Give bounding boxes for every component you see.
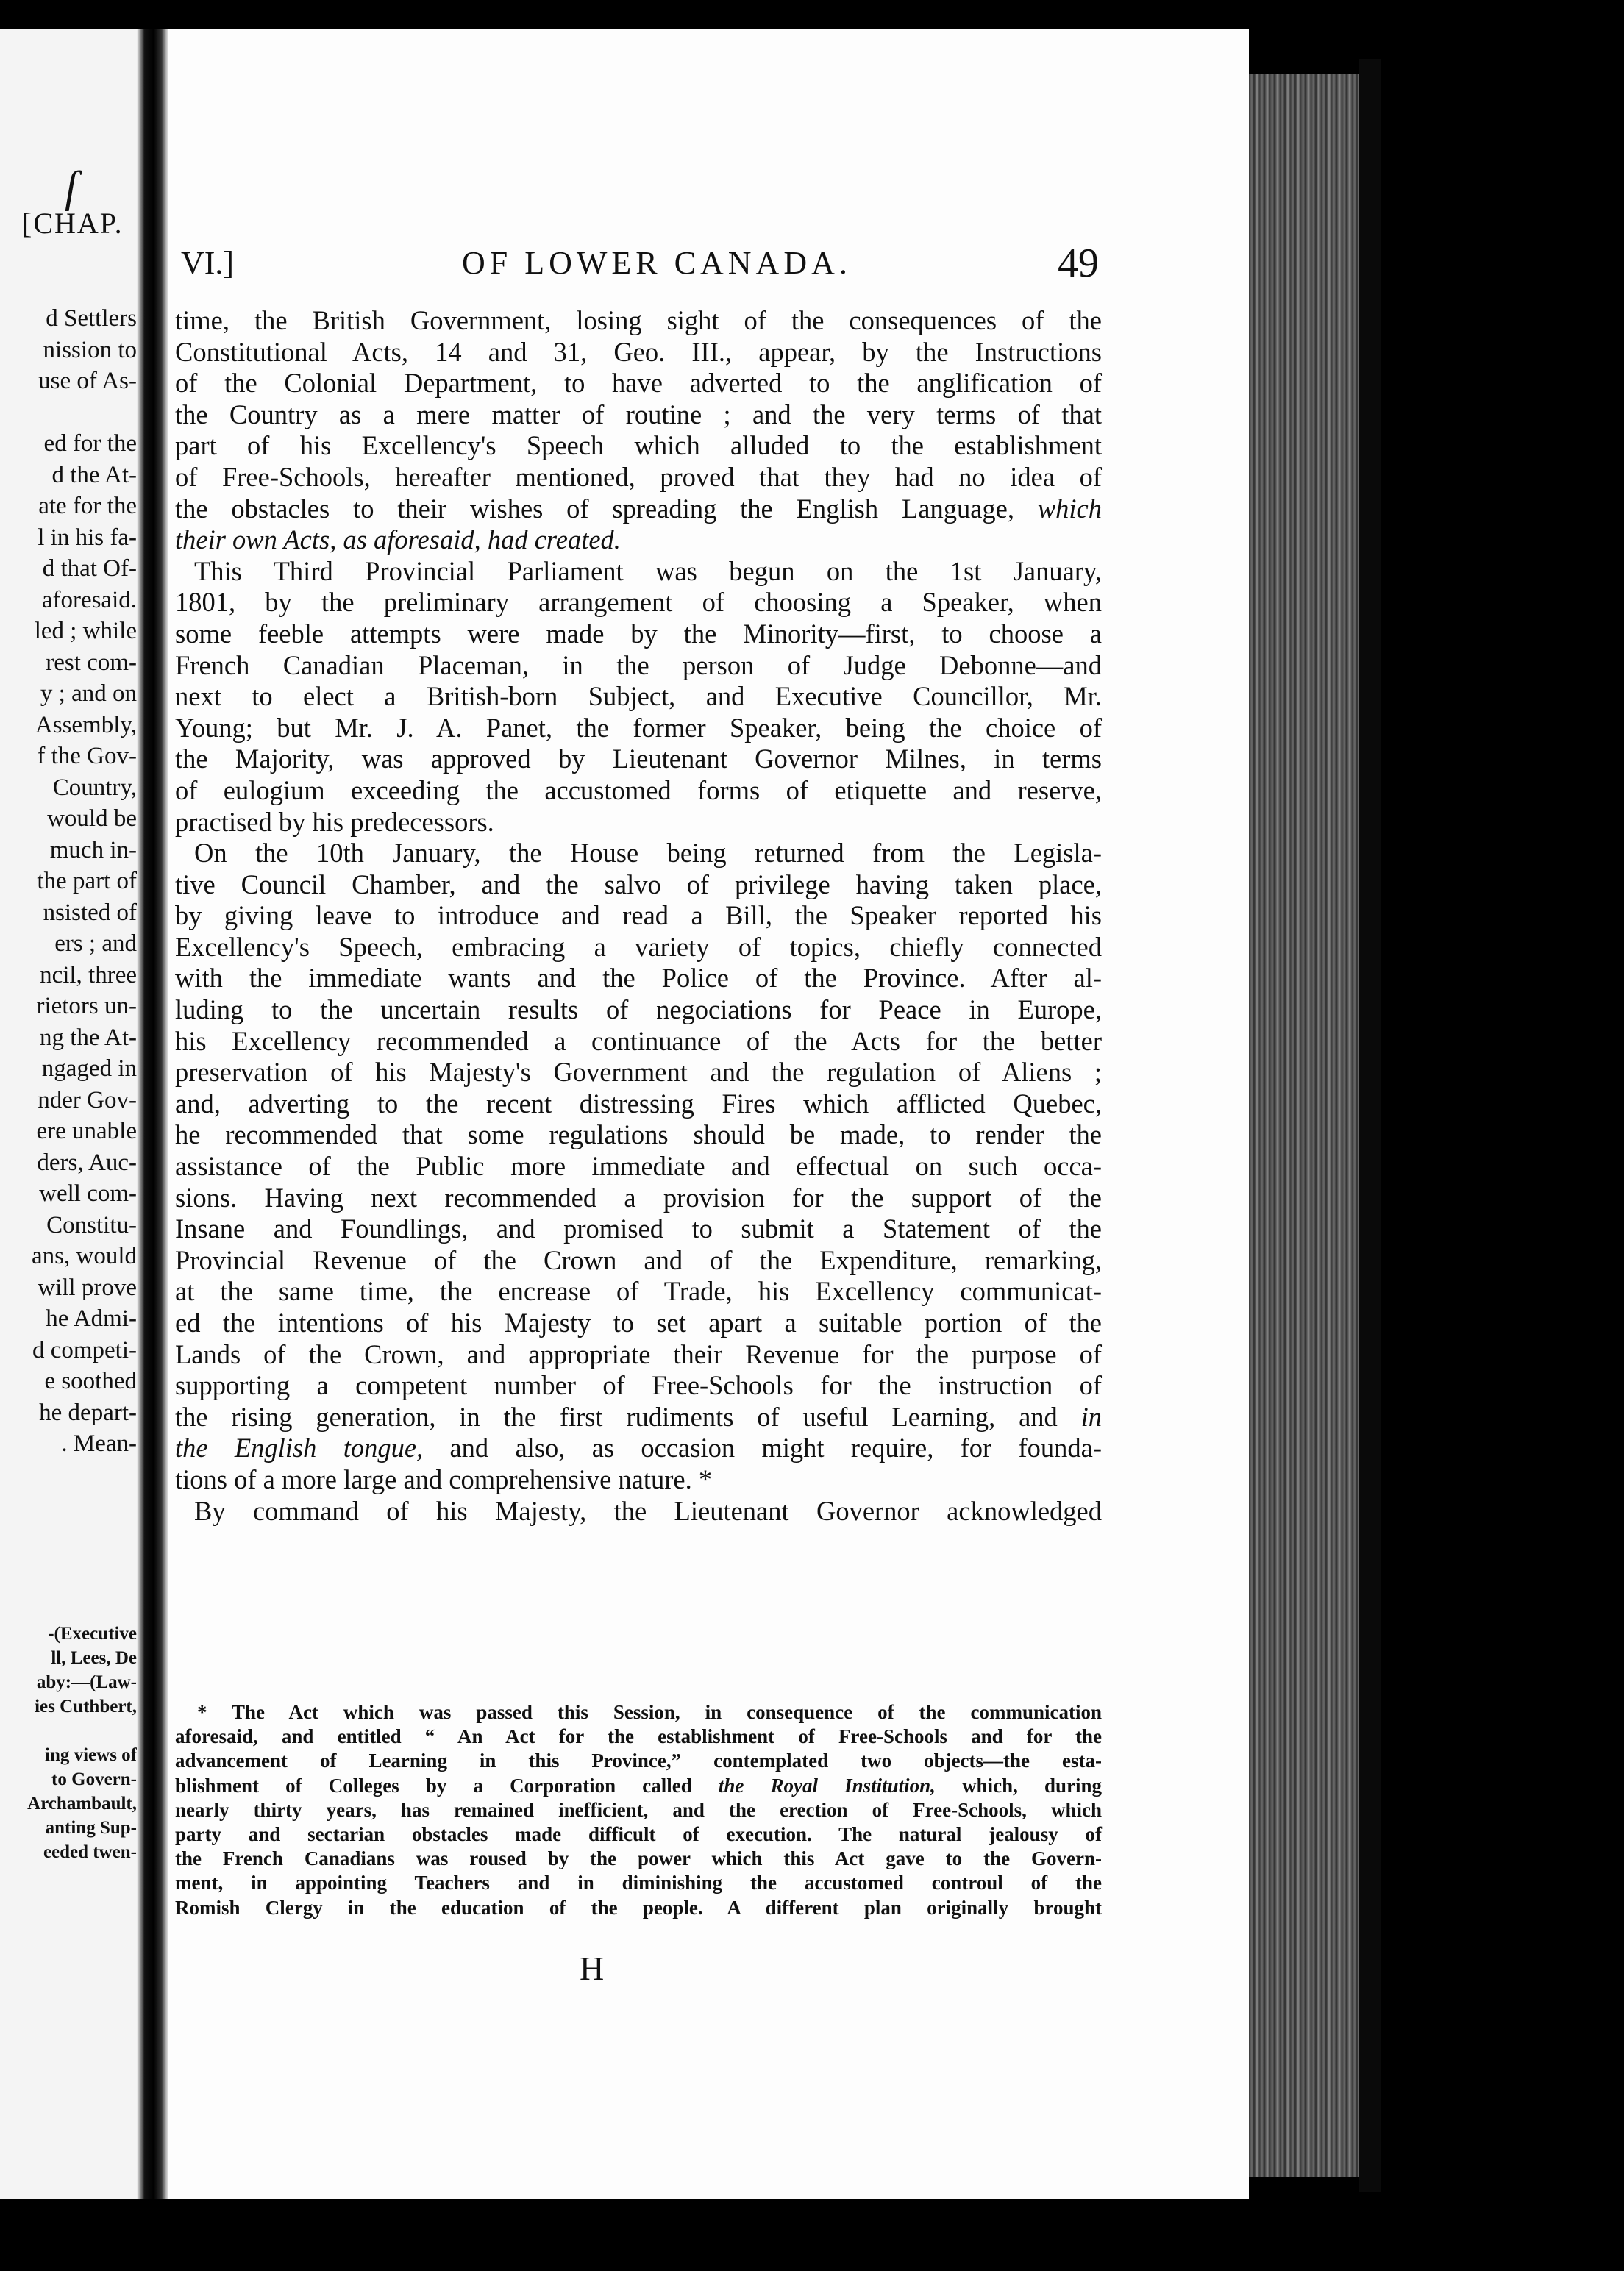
signature-mark: H: [580, 1950, 605, 1987]
page-number: 49: [1058, 240, 1099, 286]
text-line: by giving leave to introduce and read a Bill, the Speaker reported his: [175, 900, 1102, 931]
left-page-line: ngaged in: [41, 1055, 137, 1082]
running-title: OF LOWER CANADA.: [462, 245, 852, 281]
left-page-line: e soothed: [44, 1368, 137, 1394]
text-line: part of his Excellency's Speech which alluded to the establishment: [175, 430, 1102, 461]
text-line: Constitutional Acts, 14 and 31, Geo. III., appear, by the Instructions: [175, 336, 1102, 367]
paragraph-start: This Third Provincial Parliament was begun on the 1st January,: [194, 555, 1102, 586]
left-page-line: rietors un-: [36, 993, 137, 1019]
book-edge-shadow: [1359, 59, 1381, 2192]
text-line: Provincial Revenue of the Crown and of the Expenditure, remarking,: [175, 1244, 1102, 1275]
left-page-line: ders, Auc-: [37, 1149, 137, 1176]
text-line: next to elect a British-born Subject, and Executive Councillor, Mr.: [175, 681, 1102, 712]
text-line: some feeble attempts were made by the Minority—first, to choose a: [175, 618, 1102, 649]
text-line: their own Acts, as aforesaid, had created.: [175, 524, 621, 555]
book-gutter: [137, 29, 168, 2199]
left-page-line: nsisted of: [43, 899, 137, 926]
left-page-line: d competi-: [32, 1336, 137, 1363]
left-page-line: rest com-: [46, 649, 137, 676]
text-line: supporting a competent number of Free-Schools for the instruction of: [175, 1370, 1102, 1401]
left-footnote-line: ies Cuthbert,: [35, 1697, 137, 1716]
left-footnote-line: ll, Lees, De: [51, 1648, 137, 1668]
text-line: and, adverting to the recent distressing Fires which afflicted Quebec,: [175, 1088, 1102, 1119]
footnote-line: party and sectarian obstacles made difficult of execution. The natural jealousy of: [175, 1822, 1102, 1845]
left-page-line: ncil, three: [40, 961, 137, 988]
text-line: luding to the uncertain results of negociations for Peace in Europe,: [175, 994, 1102, 1025]
left-page-line: d Settlers: [46, 305, 137, 332]
left-footnote-line: to Govern-: [51, 1769, 137, 1789]
left-page-line: ans, would: [32, 1243, 137, 1269]
left-page-line: f the Gov-: [37, 743, 137, 769]
left-page-line: use of As-: [38, 368, 137, 394]
left-page-line: Assembly,: [35, 711, 137, 738]
left-page-line: aforesaid.: [41, 586, 137, 613]
left-page-line: d that Of-: [42, 555, 137, 582]
page-fore-edge: [1249, 74, 1359, 2177]
body-text: [175, 305, 1102, 1527]
paragraph-start: By command of his Majesty, the Lieutenant Governor acknowledged: [194, 1495, 1102, 1526]
left-footnote-line: ing views of: [45, 1745, 137, 1765]
text-line: the rising generation, in the first rudiments of useful Learning, and in: [175, 1401, 1102, 1432]
left-footnote-line: -(Executive: [48, 1624, 137, 1644]
left-page-line: nder Gov-: [38, 1086, 137, 1113]
footnote-line: the French Canadians was roused by the power which this Act gave to the Govern-: [175, 1847, 1102, 1870]
left-page-line: ate for the: [38, 493, 137, 519]
text-line: Insane and Foundlings, and promised to submit a Statement of the: [175, 1213, 1102, 1244]
text-line: of Free-Schools, hereafter mentioned, proved that they had no idea of: [175, 461, 1102, 492]
footnote-line: blishment of Colleges by a Corporation called the Royal Institution, which, during: [175, 1774, 1102, 1797]
left-page-line: well com-: [39, 1180, 137, 1207]
footnote-line: advancement of Learning in this Province,” contemplated two objects—the esta-: [175, 1750, 1102, 1772]
text-line: the English tongue, and also, as occasion might require, for founda-: [175, 1433, 1102, 1464]
footnote: [175, 1700, 1102, 1920]
text-line: tions of a more large and comprehensive nature. *: [175, 1464, 713, 1494]
left-page-line: [0, 397, 137, 429]
left-page-line: ng the At-: [40, 1024, 137, 1051]
text-line: with the immediate wants and the Police of the Province. After al-: [175, 963, 1102, 994]
left-page-line: d the At-: [51, 461, 137, 488]
left-footnote-line: [0, 1719, 137, 1743]
left-page-header: [CHAP.: [22, 207, 124, 240]
text-line: Lands of the Crown, and appropriate their Revenue for the purpose of: [175, 1338, 1102, 1369]
left-page-line: l in his fa-: [38, 524, 137, 551]
text-line: French Canadian Placeman, in the person of Judge Debonne—and: [175, 649, 1102, 680]
text-line: Excellency's Speech, embracing a variety of topics, chiefly connected: [175, 931, 1102, 962]
text-line: his Excellency recommended a continuance of the Acts for the better: [175, 1025, 1102, 1056]
text-line: assistance of the Public more immediate and effectual on such occa-: [175, 1151, 1102, 1182]
left-page-line: much in-: [49, 836, 137, 863]
text-line: the Country as a mere matter of routine ; and the very terms of that: [175, 399, 1102, 429]
chapter-header: VI.]: [181, 245, 235, 281]
left-page-line: y ; and on: [40, 680, 137, 707]
left-page-line: would be: [47, 805, 137, 832]
text-line: Young; but Mr. J. A. Panet, the former Speaker, being the choice of: [175, 712, 1102, 743]
left-footnote-line: Archambault,: [27, 1794, 137, 1814]
left-page-text: [0, 303, 137, 1460]
left-page-footnote: [0, 1622, 137, 1864]
left-page-mark: ſ: [65, 163, 77, 211]
left-page-line: Country,: [52, 774, 137, 801]
text-line: he recommended that some regulations should be made, to render the: [175, 1119, 1102, 1150]
left-page-line: . Mean-: [61, 1430, 137, 1457]
text-line: of eulogium exceeding the accustomed forms of etiquette and reserve,: [175, 774, 1102, 805]
running-header: [168, 240, 1249, 288]
left-page-line: he Admi-: [46, 1305, 137, 1332]
left-footnote-line: aby:—(Law-: [36, 1672, 137, 1692]
text-line: of the Colonial Department, to have adverted to the anglification of: [175, 368, 1102, 399]
text-line: the obstacles to their wishes of spreading the English Language, which: [175, 493, 1102, 524]
left-page-line: the part of: [37, 868, 137, 894]
main-page: [168, 29, 1249, 2199]
footnote-line: ment, in appointing Teachers and in diminishing the accustomed controul of the: [175, 1872, 1102, 1894]
text-line: preservation of his Majesty's Government and the regulation of Aliens ;: [175, 1057, 1102, 1088]
text-line: the Majority, was approved by Lieutenant Governor Milnes, in terms: [175, 744, 1102, 774]
text-line: practised by his predecessors.: [175, 806, 494, 837]
left-page-line: led ; while: [34, 618, 137, 644]
left-page-line: will prove: [38, 1274, 137, 1301]
paragraph-start: On the 10th January, the House being returned from the Legisla-: [194, 838, 1102, 869]
left-page-line: Constitu-: [46, 1211, 137, 1238]
text-line: 1801, by the preliminary arrangement of choosing a Speaker, when: [175, 587, 1102, 618]
left-page-line: ere unable: [36, 1118, 137, 1144]
footnote-line: Romish Clergy in the education of the people. A different plan originally brought: [175, 1896, 1102, 1919]
left-page-line: he depart-: [39, 1399, 137, 1426]
footnote-line: * The Act which was passed this Session, in consequence of the communication: [197, 1701, 1102, 1723]
text-line: sions. Having next recommended a provision for the support of the: [175, 1182, 1102, 1213]
left-footnote-line: anting Sup-: [45, 1818, 137, 1838]
text-line: tive Council Chamber, and the salvo of privilege having taken place,: [175, 869, 1102, 899]
left-page-line: nission to: [43, 336, 137, 363]
text-line: ed the intentions of his Majesty to set apart a suitable portion of the: [175, 1308, 1102, 1338]
left-page-line: ed for the: [43, 430, 137, 457]
left-facing-page: [0, 29, 140, 2199]
left-footnote-line: eeded twen-: [43, 1842, 137, 1862]
footnote-line: aforesaid, and entitled “ An Act for the establishment of Free-Schools and for the: [175, 1725, 1102, 1748]
left-page-line: ers ; and: [54, 930, 137, 957]
footnote-line: nearly thirty years, has remained inefficient, and the erection of Free-Schools, which: [175, 1798, 1102, 1821]
text-line: at the same time, the encrease of Trade, his Excellency communicat-: [175, 1276, 1102, 1307]
text-line: time, the British Government, losing sight of the consequences of the: [175, 305, 1102, 335]
